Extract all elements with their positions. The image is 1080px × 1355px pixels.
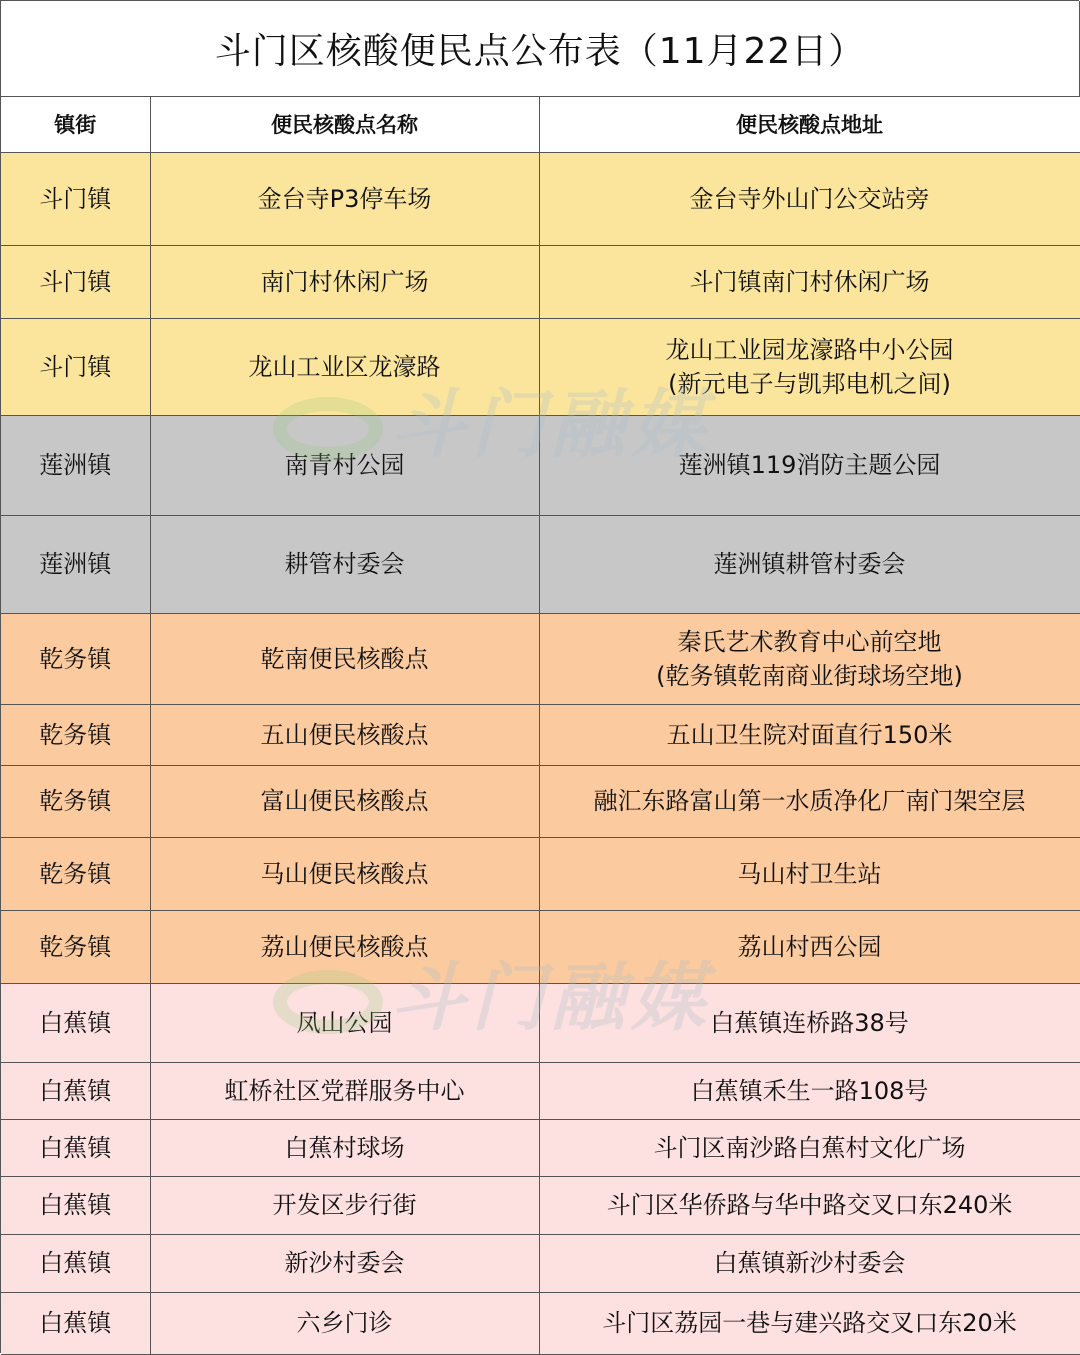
header-site-name: 便民核酸点名称	[150, 97, 539, 152]
table-row	[1, 1292, 1080, 1354]
site-address-cell	[539, 1062, 1080, 1119]
site-name-cell: 南青村公园	[150, 415, 539, 515]
town-cell: 乾务镇	[1, 837, 150, 910]
town-cell: 乾务镇	[1, 613, 150, 704]
address-line: 马山村卫生站	[737, 859, 882, 888]
site-address-cell	[539, 1292, 1080, 1354]
town-cell: 乾务镇	[1, 704, 150, 765]
header-site-address: 便民核酸点地址	[539, 97, 1080, 152]
address-line: 龙山工业园龙濠路中小公园	[665, 335, 954, 364]
site-address-cell	[539, 415, 1080, 515]
site-address-cell	[539, 1119, 1080, 1176]
address-line: 莲洲镇耕管村委会	[713, 550, 906, 578]
address-line: 白蕉镇禾生一路108号	[690, 1076, 929, 1105]
watermark-text: 斗门融媒	[391, 955, 711, 1041]
table-row	[1, 765, 1080, 837]
table-row	[1, 613, 1080, 704]
site-name-cell: 六乡门诊	[150, 1292, 539, 1354]
site-address-cell	[539, 910, 1080, 983]
table-row	[1, 1062, 1080, 1119]
table-row	[1, 245, 1080, 318]
site-name-cell: 富山便民核酸点	[150, 765, 539, 837]
site-address-cell	[539, 245, 1080, 318]
address-line: (新元电子与凯邦电机之间)	[668, 369, 951, 398]
site-address-cell	[539, 704, 1080, 765]
page-title: 斗门区核酸便民点公布表（11月22日）	[1, 1, 1080, 97]
site-address-cell	[539, 515, 1080, 613]
table-row	[1, 415, 1080, 515]
town-cell: 白蕉镇	[1, 1176, 150, 1234]
address-line: (乾务镇乾南商业街球场空地)	[656, 661, 963, 690]
address-line: 斗门区南沙路白蕉村文化广场	[653, 1133, 966, 1162]
site-address-cell	[539, 152, 1080, 245]
table-row	[1, 318, 1080, 415]
table-row	[1, 1176, 1080, 1234]
watermark-text: 斗门融媒	[391, 382, 711, 468]
site-address-cell	[539, 318, 1080, 415]
site-name-cell: 开发区步行街	[150, 1176, 539, 1234]
site-address-cell	[539, 613, 1080, 704]
town-cell: 白蕉镇	[1, 1119, 150, 1176]
town-cell: 白蕉镇	[1, 1234, 150, 1292]
site-name-cell: 五山便民核酸点	[150, 704, 539, 765]
table-row	[1, 515, 1080, 613]
site-name-cell: 虹桥社区党群服务中心	[150, 1062, 539, 1119]
site-address-cell	[539, 1176, 1080, 1234]
site-address-cell	[539, 983, 1080, 1062]
site-name-cell: 白蕉村球场	[150, 1119, 539, 1176]
table-row	[1, 837, 1080, 910]
town-cell: 斗门镇	[1, 245, 150, 318]
table-row	[1, 1234, 1080, 1292]
town-cell: 白蕉镇	[1, 1292, 150, 1354]
site-name-cell: 南门村休闲广场	[150, 245, 539, 318]
town-cell: 斗门镇	[1, 152, 150, 245]
site-address-cell	[539, 765, 1080, 837]
table-row	[1, 1119, 1080, 1176]
town-cell: 莲洲镇	[1, 415, 150, 515]
town-cell: 斗门镇	[1, 318, 150, 415]
town-cell: 乾务镇	[1, 765, 150, 837]
site-name-cell: 新沙村委会	[150, 1234, 539, 1292]
site-name-cell: 凤山公园	[150, 983, 539, 1062]
site-address-cell	[539, 1234, 1080, 1292]
table-row	[1, 910, 1080, 983]
site-name-cell: 金台寺P3停车场	[150, 152, 539, 245]
address-line: 荔山村西公园	[737, 932, 882, 961]
address-line: 斗门区荔园一巷与建兴路交叉口东20米	[602, 1309, 1017, 1337]
address-line: 白蕉镇新沙村委会	[713, 1249, 906, 1277]
header-town: 镇街	[1, 97, 150, 152]
town-cell: 莲洲镇	[1, 515, 150, 613]
table-row	[1, 152, 1080, 245]
site-name-cell: 荔山便民核酸点	[150, 910, 539, 983]
address-line: 秦氏艺术教育中心前空地	[677, 627, 942, 656]
town-cell: 乾务镇	[1, 910, 150, 983]
town-cell: 白蕉镇	[1, 1062, 150, 1119]
site-name-cell: 耕管村委会	[150, 515, 539, 613]
site-address-cell	[539, 837, 1080, 910]
town-cell: 白蕉镇	[1, 983, 150, 1062]
site-name-cell: 龙山工业区龙濠路	[150, 318, 539, 415]
address-line: 五山卫生院对面直行150米	[666, 720, 953, 749]
table-header-row	[1, 97, 1080, 152]
testing-sites-table	[1, 97, 1080, 1355]
table-row	[1, 983, 1080, 1062]
address-line: 莲洲镇119消防主题公园	[678, 451, 941, 479]
address-line: 金台寺外山门公交站旁	[689, 184, 930, 213]
address-line: 白蕉镇连桥路38号	[710, 1008, 909, 1037]
address-line: 融汇东路富山第一水质净化厂南门架空层	[593, 787, 1026, 815]
table-row	[1, 704, 1080, 765]
site-name-cell: 马山便民核酸点	[150, 837, 539, 910]
site-name-cell: 乾南便民核酸点	[150, 613, 539, 704]
address-line: 斗门区华侨路与华中路交叉口东240米	[606, 1191, 1013, 1219]
address-line: 斗门镇南门村休闲广场	[689, 267, 930, 296]
